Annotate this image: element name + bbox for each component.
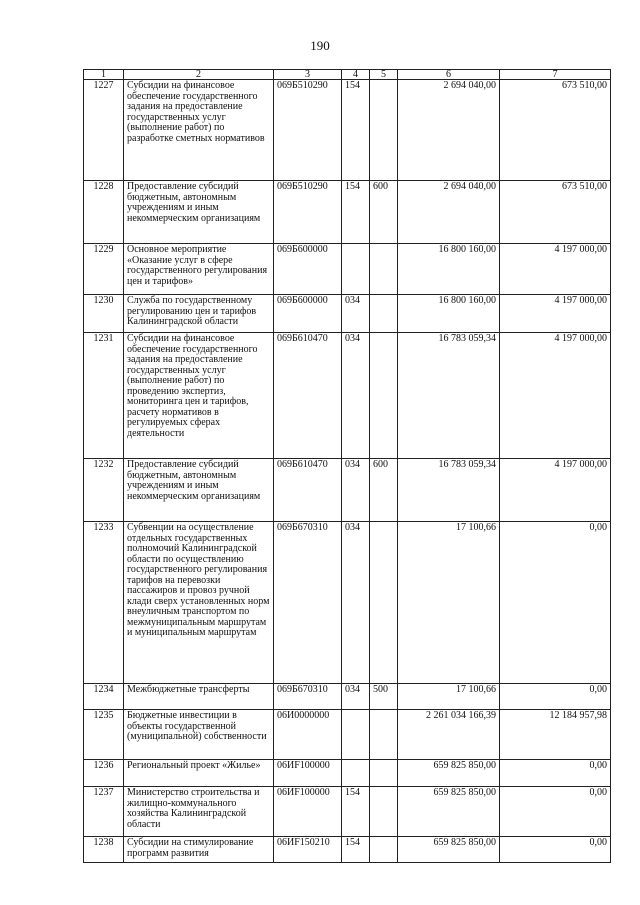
table-row [84,760,611,787]
row-sum-2: 4 197 000,00 [500,333,611,459]
row-sum-1: 659 825 850,00 [398,760,500,787]
table-row [84,459,611,522]
column-header-3: 3 [274,70,342,80]
row-sum-1: 16 800 160,00 [398,295,500,333]
row-number: 1228 [84,181,124,244]
row-sum-2: 0,00 [500,837,611,863]
table-row [84,244,611,295]
table-row [84,181,611,244]
row-number: 1231 [84,333,124,459]
row-vr: 600 [370,181,398,244]
row-gr: 034 [342,459,370,522]
row-number: 1236 [84,760,124,787]
row-gr: 154 [342,181,370,244]
row-vr [370,244,398,295]
page-number: 190 [310,38,330,53]
table-body [84,80,611,863]
row-number: 1235 [84,710,124,760]
row-code: 069Б510290 [274,181,342,244]
column-header-2: 2 [124,70,274,80]
row-code: 06ИF100000 [274,787,342,837]
row-sum-2: 4 197 000,00 [500,244,611,295]
row-name: Субвенции на осуществление отдельных государственных полномочий Калининградской области по осуществлению государственного регулирования тарифов на перевозки пассажиров и провоз ручной клади сверх установленных норм внеуличным транспортом по межмуниципальным маршрутам и муниципальным маршрутам [124,522,274,684]
row-name: Бюджетные инвестиции в объекты государственной (муниципальной) собственности [124,710,274,760]
row-sum-2: 0,00 [500,760,611,787]
row-sum-2: 673 510,00 [500,181,611,244]
header-row [84,70,611,80]
table-row [84,522,611,684]
row-name: Служба по государственному регулированию цен и тарифов Калининградской области [124,295,274,333]
row-name: Предоставление субсидий бюджетным, автономным учреждениям и иным некоммерческим организациям [124,181,274,244]
row-gr: 034 [342,522,370,684]
table-row [84,684,611,710]
row-gr: 034 [342,333,370,459]
row-sum-2: 673 510,00 [500,80,611,181]
table-row [84,710,611,760]
row-sum-2: 4 197 000,00 [500,295,611,333]
row-sum-1: 16 783 059,34 [398,333,500,459]
row-vr: 600 [370,459,398,522]
row-name: Основное мероприятие «Оказание услуг в сфере государственного регулирования цен и тарифов» [124,244,274,295]
row-sum-2: 12 184 957,98 [500,710,611,760]
row-gr: 034 [342,684,370,710]
row-sum-1: 2 694 040,00 [398,181,500,244]
row-sum-1: 659 825 850,00 [398,837,500,863]
row-name: Предоставление субсидий бюджетным, автономным учреждениям и иным некоммерческим организациям [124,459,274,522]
row-name: Субсидии на финансовое обеспечение государственного задания на предоставление государственных услуг (выполнение работ) по разработке сметных нормативов [124,80,274,181]
row-sum-2: 4 197 000,00 [500,459,611,522]
row-vr [370,333,398,459]
row-number: 1232 [84,459,124,522]
row-number: 1238 [84,837,124,863]
row-sum-1: 659 825 850,00 [398,787,500,837]
table-row [84,295,611,333]
row-sum-1: 2 694 040,00 [398,80,500,181]
row-code: 06ИF150210 [274,837,342,863]
table-row [84,80,611,181]
row-vr [370,522,398,684]
row-number: 1233 [84,522,124,684]
table-row [84,787,611,837]
budget-table [83,69,611,863]
column-header-1: 1 [84,70,124,80]
row-gr: 034 [342,295,370,333]
row-name: Министерство строительства и жилищно-коммунального хозяйства Калининградской области [124,787,274,837]
row-number: 1227 [84,80,124,181]
row-vr [370,295,398,333]
row-code: 069Б610470 [274,459,342,522]
row-sum-2: 0,00 [500,684,611,710]
row-sum-1: 17 100,66 [398,684,500,710]
row-code: 069Б600000 [274,295,342,333]
row-name: Региональный проект «Жилье» [124,760,274,787]
row-number: 1237 [84,787,124,837]
row-gr: 154 [342,80,370,181]
column-header-7: 7 [500,70,611,80]
row-code: 069Б600000 [274,244,342,295]
row-vr [370,837,398,863]
row-sum-1: 17 100,66 [398,522,500,684]
row-name: Субсидии на финансовое обеспечение государственного задания на предоставление государственных услуг (выполнение работ) по проведению экспертиз, мониторинга цен и тарифов, расчету нормативов в регулируемых сферах деятельности [124,333,274,459]
column-header-6: 6 [398,70,500,80]
row-number: 1234 [84,684,124,710]
column-header-4: 4 [342,70,370,80]
row-vr [370,760,398,787]
column-header-5: 5 [370,70,398,80]
table-header [84,70,611,80]
row-gr: 154 [342,787,370,837]
row-code: 069Б670310 [274,684,342,710]
table-row [84,333,611,459]
row-vr [370,710,398,760]
row-sum-2: 0,00 [500,787,611,837]
row-sum-1: 16 800 160,00 [398,244,500,295]
row-code: 069Б510290 [274,80,342,181]
row-name: Субсидии на стимулирование программ развития [124,837,274,863]
row-vr: 500 [370,684,398,710]
row-number: 1230 [84,295,124,333]
row-code: 069Б670310 [274,522,342,684]
row-name: Межбюджетные трансферты [124,684,274,710]
row-number: 1229 [84,244,124,295]
row-sum-2: 0,00 [500,522,611,684]
row-sum-1: 2 261 034 166,39 [398,710,500,760]
row-code: 069Б610470 [274,333,342,459]
row-gr: 154 [342,837,370,863]
row-vr [370,787,398,837]
row-gr [342,710,370,760]
row-sum-1: 16 783 059,34 [398,459,500,522]
row-code: 06ИF100000 [274,760,342,787]
table-row [84,837,611,863]
row-code: 06И0000000 [274,710,342,760]
row-vr [370,80,398,181]
row-gr [342,244,370,295]
row-gr [342,760,370,787]
